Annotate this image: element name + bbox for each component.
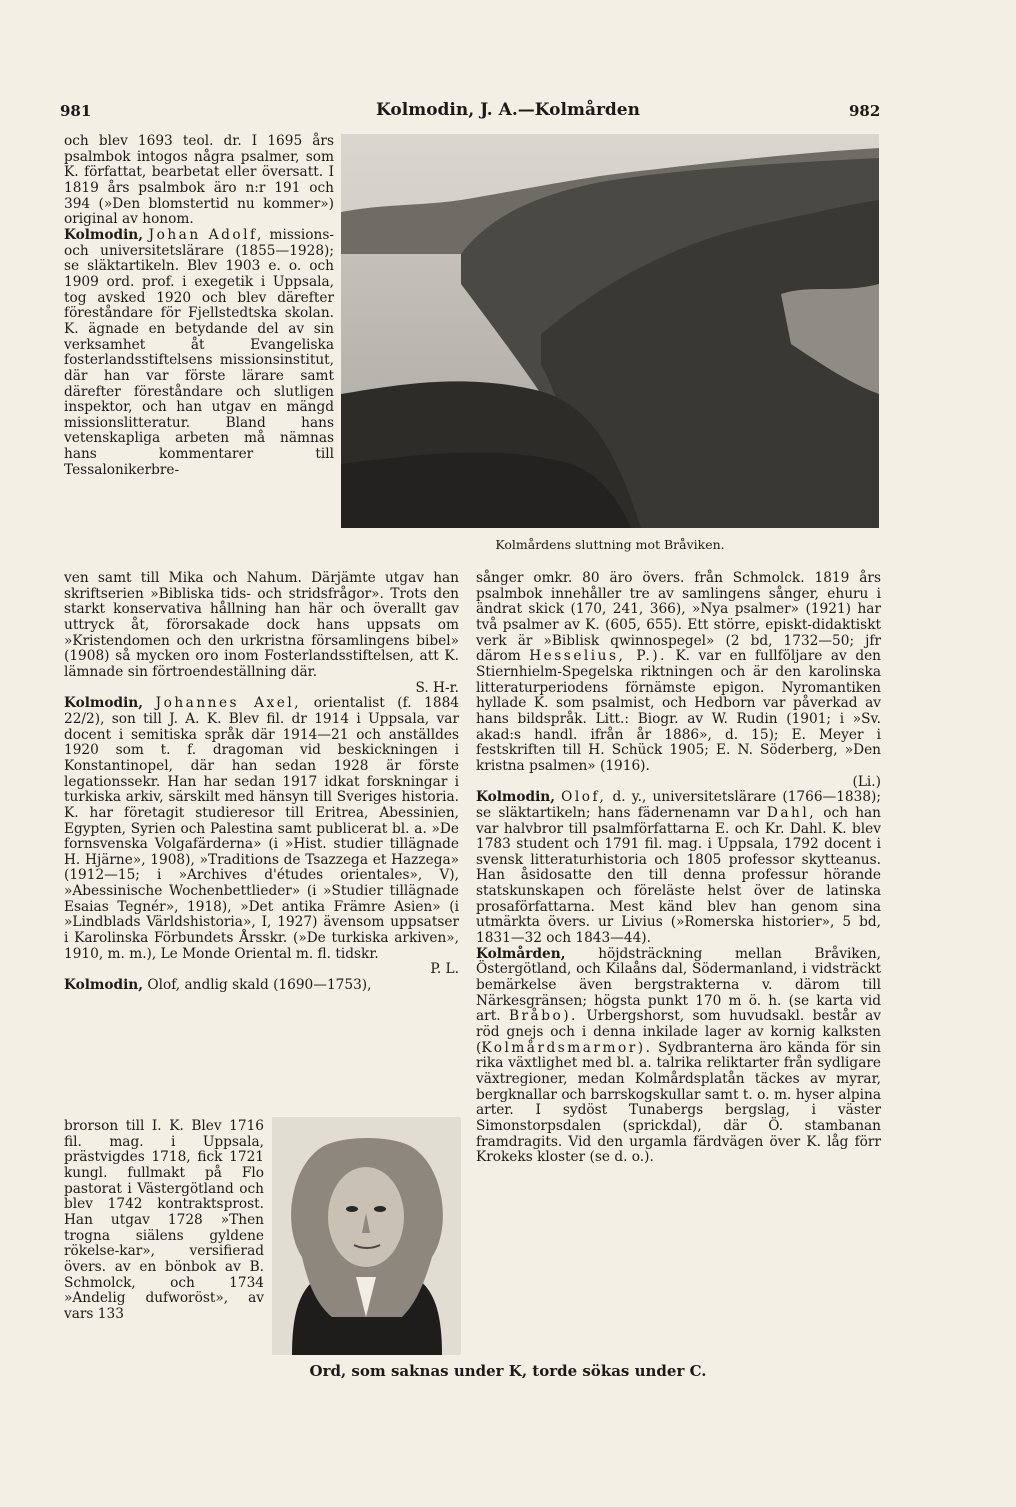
entry-text: orientalist (f. 1884 22/2), son till J. A. K. Blev fil. dr 1914 i Uppsala, var docent i semitiska språk där 1914—21 och anställdes 1920 som t. f. dragoman vid beskickningen i Konstantinopel, där han sedan 1928 är förste legationssekr. Han har sedan 1917 idkat forskningar i turkiska arkiv, särskilt med hänsyn till Sveriges historia. K. har företagit studieresor till Eritrea, Abessinien, Egypten, Syrien och Palestina samt publicerat bl. a. »De fornsvenska Volgafärderna» (i »Hist. studier tillägnade H. Hjärne», 1908), »Traditions de Tsazzega et Hazzega» (1912—15; i »Archives d'études orientales», V), »Abessinische Wochenbettlieder» (i »Studier tillägnade Esaias Tegnér», 1918), »Det antika Främre Asien» (i »Lindblads Världshistoria», I, 1927) ävensom uppsatser i Karolinska Förbundets Årsskr. (»De turkiska arkiven», 1910, m. m.), Le Monde Oriental m. fl. tidskr. [64, 695, 459, 962]
page-number-left: 981 [60, 102, 92, 120]
olof-entry-continued [476, 571, 881, 775]
cross-reference: Bråbo). [508, 1008, 578, 1025]
entry-text: Olof, andlig skald (1690—1753), [147, 977, 372, 994]
entry-headword: Kolmodin, [64, 695, 144, 712]
entry-headword: Kolmodin, [476, 789, 556, 806]
entry-text: höjdsträckning mellan Bråviken, Östergötland, och Kilaåns dal, Södermanland, i vidsträckt bemärkelse även bergstrakterna v. därom till Närkesgränsen; högsta punkt 170 m ö. h. (se karta vid art. [476, 945, 881, 1025]
entry-text: Urbergshorst, som huvudsakl. består av röd gnejs och i denna inkilade lager av kornig kalksten ( [476, 1008, 881, 1056]
left-column-wide [64, 571, 459, 994]
olof-entry-head [64, 978, 459, 994]
author-signature: (Li.) [852, 773, 881, 790]
entry-text: missions- och universitetslärare (1855—1928); se släktartikeln. Blev 1903 e. o. och 1909 ord. prof. i exegetik i Uppsala, tog avsked 1920 och blev därefter föreståndare för Fjellstedtska skolan. K. ägnade en betydande del av sin verksamhet åt Evangeliska fosterlandsstiftelsens missionsinstitut, där han var förste lärare samt därefter föreståndare och slutligen inspektor, och han utgav en mängd missionslitteratur. Bland hans vetenskapliga arbeten må nämnas hans kommentarer till Tessalonikerbre- [64, 226, 334, 478]
entry-text: Sydbranterna äro kända för sin rika växtlighet med bl. a. talrika reliktarter från sydligare växtregioner, medan Kolmårdsplatån täckes av myrar, bergknallar och barrskogskullar samt t. o. m. hyser alpina arter. I sydöst Tunabergs bergslag, i väster Simonstorpsdalen (sprickdal), där Ö. stambanan framdragits. Vid den urgamla färdvägen över K. låg förr Krokeks kloster (se d. o.). [476, 1039, 881, 1166]
running-head: Kolmodin, J. A.—Kolmården [376, 100, 640, 120]
entry-given-name: Johan Adolf, [148, 226, 264, 243]
figure-caption: Kolmårdens sluttning mot Bråviken. [495, 537, 725, 552]
entry-headword: Kolmården, [476, 945, 566, 962]
term: Kolmårdsmarmor). [481, 1039, 653, 1056]
left-column-bottom [64, 1119, 264, 1323]
right-column [476, 571, 881, 1166]
signature-line [64, 962, 459, 978]
johan-adolf-entry [64, 228, 334, 479]
jacob-entry-end: och blev 1693 teol. dr. I 1695 års psalmbok intogos några psalmer, som K. författat, bearbetat eller översatt. I 1819 års psalmbok äro n:r 191 och 394 (»Den blomstertid nu kommer») original av honom. [64, 133, 334, 228]
olof-kolmodin-portrait [272, 1117, 461, 1355]
author-signature: S. H-r. [415, 679, 459, 696]
left-column-narrow [64, 134, 334, 478]
johan-adolf-entry-continued: ven samt till Mika och Nahum. Därjämte utgav han skriftserien »Bibliska tids- och stridsfrågor». Trots den starkt konservativa hållning han här och överallt gav uttryck åt, förorsakade dock hans uppsats om »Kristendomen och den urkristna församlingens bibel» (1908) så mycken oro inom Fosterlandsstiftelsen, att K. lämnade sin förtroendeställning där. [64, 570, 459, 680]
johannes-axel-entry [64, 696, 459, 962]
olof-entry-text: brorson till I. K. Blev 1716 fil. mag. i Uppsala, prästvigdes 1718, fick 1721 kungl. fullmakt på Flo pastorat i Västergötland och blev 1742 kontraktsprost. Han utgav 1728 »Then trogna siälens gyldene rökelse-kar», versifierad övers. av en bönbok av B. Schmolck, och 1734 »Andelig dufworöst», av vars 133 [64, 1118, 264, 1322]
entry-headword: Kolmodin, [64, 977, 144, 994]
cross-reference: Hesselius, P.). [529, 648, 667, 665]
entry-headword: Kolmodin, [64, 226, 144, 243]
family-name: Dahl, [766, 804, 817, 821]
entry-given-name: Johannes Axel, [155, 695, 302, 712]
olof-dy-entry [476, 790, 881, 947]
signature-line [64, 681, 459, 697]
entry-given-name: Olof, [561, 789, 607, 806]
kolmarden-photo [341, 134, 879, 528]
footer-note: Ord, som saknas under K, torde sökas under C. [309, 1362, 707, 1380]
entry-text: sånger omkr. 80 äro övers. från Schmolck. 1819 års psalmbok innehåller tre av samlingens sånger, ehuru i ändrat skick (170, 241, 366), »Nya psalmer» (1921) har två psalmer av K. (605, 655). Ett större, episkt-didaktiskt verk är »Biblisk qwinnospegel» (2 bd, 1732—50; jfr därom [476, 570, 881, 665]
entry-text: d. y., universitetslärare (1766—1838); se släktartikeln; hans fädernenamn var [476, 789, 881, 821]
author-signature: P. L. [430, 961, 459, 978]
signature-line [476, 775, 881, 791]
entry-text: K. var en fullföljare av den Stiernhielm-Spegelska riktningen och är den karolinska litteraturperiodens förnämste epigon. Nyromantiken hyllade K. som psalmist, och Hedborn var påverkad av hans bildspråk. Litt.: Biogr. av W. Rudin (1901; i »Sv. akad:s handl. ifrån år 1886», d. 15); E. Meyer i festskriften till H. Schück 1905; E. N. Söderberg, »Den kristna psalmen» (1916). [476, 648, 881, 774]
entry-text: och han var halvbror till psalmförfattarna E. och Kr. Dahl. K. blev 1783 student och 1791 fil. mag. i Uppsala, 1792 docent i svensk litteraturhistoria och 1805 professor skytteanus. Han åsidosatte den till denna professur hörande statskunskapen och föreläste helst över de latinska prosaförfattarna. Mest känd blev han genom sina utmärkta övers. ur Livius (»Romerska historier», 5 bd, 1831—32 och 1843—44). [476, 804, 881, 947]
page-number-right: 982 [849, 102, 881, 120]
kolmarden-entry [476, 947, 881, 1166]
